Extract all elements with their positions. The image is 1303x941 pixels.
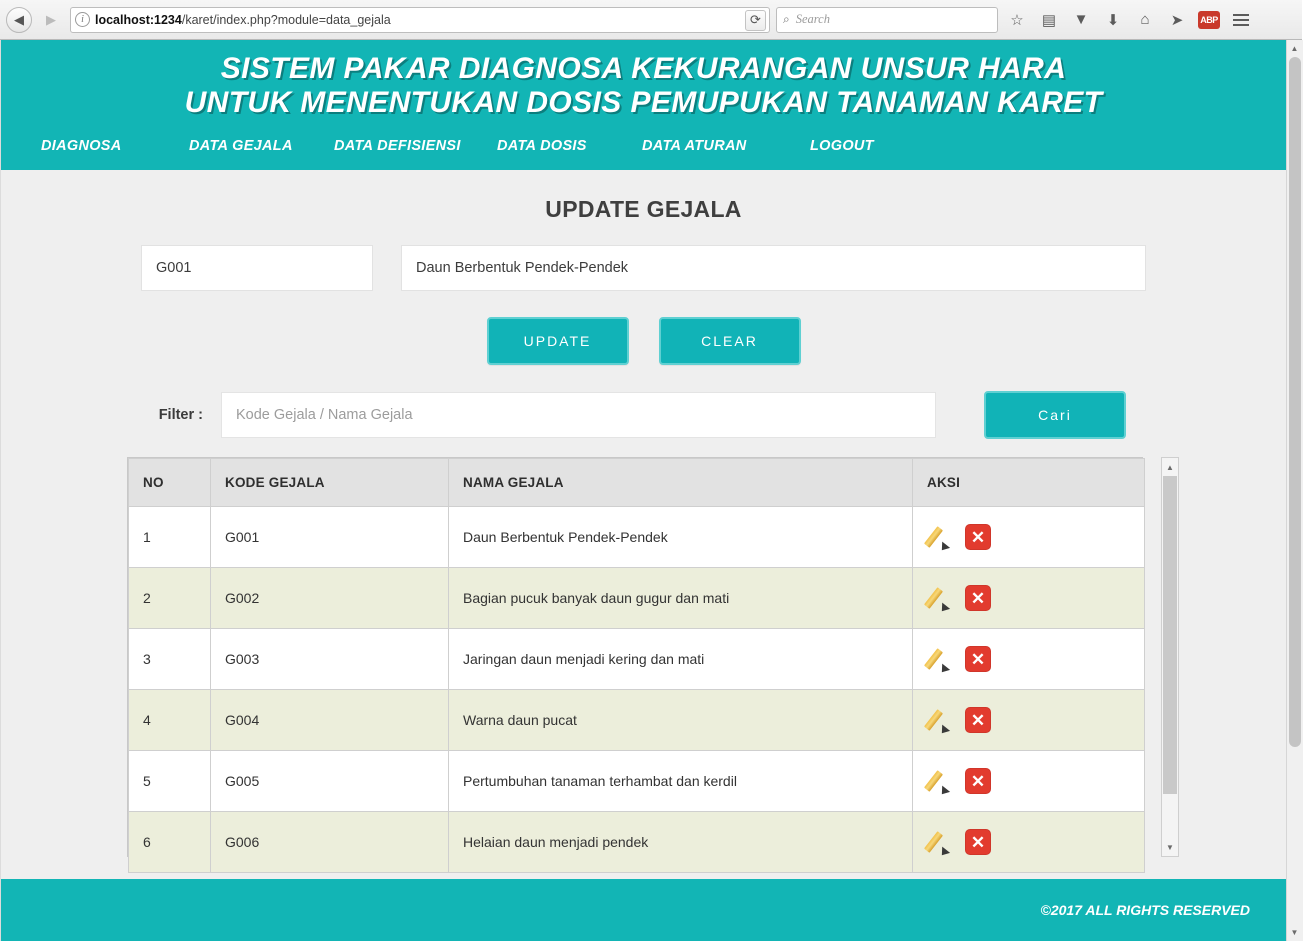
filter-input[interactable] [221, 392, 936, 438]
table-row [129, 690, 1145, 751]
page-content [0, 40, 1286, 941]
delete-icon[interactable]: ✕ [965, 585, 991, 611]
clear-button[interactable]: CLEAR [659, 317, 801, 365]
url-host: localhost:1234 [95, 12, 182, 27]
page-scrollbar[interactable] [1286, 40, 1302, 941]
site-footer [1, 879, 1286, 941]
edit-icon[interactable] [927, 768, 953, 794]
aksi-icons [927, 707, 1130, 733]
url-path: /karet/index.php?module=data_gejala [181, 12, 391, 27]
forward-button[interactable] [38, 7, 64, 33]
copyright-text: ©2017 ALL RIGHTS RESERVED [1040, 902, 1250, 918]
delete-icon[interactable]: ✕ [965, 646, 991, 672]
cell-nama: Helaian daun menjadi pendek [449, 812, 913, 873]
gejala-table-region [127, 457, 1179, 857]
table-scroll-track[interactable] [1162, 476, 1178, 838]
table-row [129, 629, 1145, 690]
nama-gejala-input[interactable] [401, 245, 1146, 291]
abp-badge: ABP [1198, 11, 1220, 29]
aksi-icons [927, 829, 1130, 855]
page-title: UPDATE GEJALA [545, 196, 742, 222]
gejala-table-scrollarea [127, 457, 1143, 857]
column-header-no: NO [129, 459, 211, 507]
site-header [1, 40, 1286, 170]
cell-no: 4 [129, 690, 211, 751]
edit-icon[interactable] [927, 707, 953, 733]
page-scroll-thumb[interactable] [1289, 57, 1301, 747]
nav-item-data-gejala[interactable]: DATA GEJALA [189, 138, 293, 154]
cell-nama: Jaringan daun menjadi kering dan mati [449, 629, 913, 690]
filter-label: Filter : [158, 407, 203, 423]
edit-icon[interactable] [927, 646, 953, 672]
search-bar[interactable] [776, 7, 998, 33]
send-icon[interactable]: ➤ [1170, 11, 1184, 29]
cell-kode: G002 [211, 568, 449, 629]
page-scroll-down-icon[interactable]: ▼ [1287, 924, 1303, 941]
cell-no: 3 [129, 629, 211, 690]
table-header-row [129, 459, 1145, 507]
page-viewport [0, 40, 1302, 941]
cell-kode: G001 [211, 507, 449, 568]
url-text [95, 13, 391, 27]
back-button[interactable] [6, 7, 32, 33]
column-header-aksi: AKSI [913, 459, 1145, 507]
search-placeholder: Search [795, 12, 830, 26]
reader-view-icon[interactable]: ▤ [1041, 11, 1057, 29]
main-nav [1, 134, 1286, 170]
table-scroll-thumb[interactable] [1163, 476, 1177, 794]
cari-button[interactable]: Cari [984, 391, 1126, 439]
cell-nama: Pertumbuhan tanaman terhambat dan kerdil [449, 751, 913, 812]
nav-item-diagnosa[interactable]: DIAGNOSA [41, 138, 122, 154]
browser-toolbar [0, 0, 1302, 40]
table-scrollbar[interactable] [1161, 457, 1179, 857]
nav-item-data-aturan[interactable]: DATA ATURAN [642, 138, 747, 154]
column-header-kode-gejala: KODE GEJALA [211, 459, 449, 507]
nav-item-data-dosis[interactable]: DATA DOSIS [497, 138, 587, 154]
reload-button[interactable] [745, 10, 766, 31]
table-row [129, 507, 1145, 568]
site-title [1, 52, 1286, 120]
cell-kode: G005 [211, 751, 449, 812]
aksi-icons [927, 646, 1130, 672]
home-icon[interactable]: ⌂ [1140, 11, 1150, 28]
edit-icon[interactable] [927, 524, 953, 550]
aksi-icons [927, 524, 1130, 550]
cell-nama: Warna daun pucat [449, 690, 913, 751]
cell-aksi [913, 568, 1145, 629]
cell-kode: G003 [211, 629, 449, 690]
form-buttons [1, 317, 1286, 365]
address-bar[interactable] [70, 7, 770, 33]
downloads-icon[interactable]: ⬇ [1106, 11, 1120, 29]
site-info-icon[interactable]: i [75, 12, 90, 27]
adblock-plus-icon[interactable] [1196, 7, 1222, 33]
cell-kode: G004 [211, 690, 449, 751]
cell-no: 6 [129, 812, 211, 873]
cell-aksi [913, 690, 1145, 751]
update-form [1, 245, 1286, 291]
search-icon: ⌕ [783, 12, 790, 26]
nama-gejala-value: Daun Berbentuk Pendek-Pendek [416, 260, 629, 276]
aksi-icons [927, 768, 1130, 794]
delete-icon[interactable]: ✕ [965, 768, 991, 794]
filter-row [1, 391, 1286, 439]
bookmark-star-icon[interactable]: ☆ [1010, 11, 1024, 29]
page-scroll-track[interactable] [1287, 57, 1303, 924]
nav-item-logout[interactable]: LOGOUT [810, 138, 874, 154]
table-scroll-up-icon[interactable]: ▲ [1166, 462, 1174, 472]
pocket-icon[interactable]: ▼ [1073, 11, 1089, 28]
nav-item-data-defisiensi[interactable]: DATA DEFISIENSI [334, 138, 461, 154]
cell-aksi [913, 812, 1145, 873]
filter-placeholder: Kode Gejala / Nama Gejala [236, 407, 413, 423]
table-row [129, 812, 1145, 873]
main-content [1, 170, 1286, 941]
cell-aksi [913, 629, 1145, 690]
table-row [129, 568, 1145, 629]
cell-nama: Daun Berbentuk Pendek-Pendek [449, 507, 913, 568]
page-scroll-up-icon[interactable]: ▲ [1287, 40, 1303, 57]
back-icon: ◀ [14, 12, 24, 27]
delete-icon[interactable]: ✕ [965, 707, 991, 733]
menu-button[interactable] [1228, 7, 1254, 33]
cell-aksi [913, 507, 1145, 568]
cell-no: 5 [129, 751, 211, 812]
reload-icon: ⟳ [750, 12, 761, 27]
delete-icon[interactable]: ✕ [965, 829, 991, 855]
site-title-line1: SISTEM PAKAR DIAGNOSA KEKURANGAN UNSUR HARA [220, 52, 1067, 85]
forward-icon: ▶ [46, 12, 56, 27]
gejala-table [128, 458, 1145, 873]
edit-icon[interactable] [927, 585, 953, 611]
delete-icon[interactable]: ✕ [965, 524, 991, 550]
cell-nama: Bagian pucuk banyak daun gugur dan mati [449, 568, 913, 629]
cell-kode: G006 [211, 812, 449, 873]
kode-gejala-value: G001 [156, 260, 192, 276]
site-title-line2: UNTUK MENENTUKAN DOSIS PEMUPUKAN TANAMAN KARET [184, 86, 1103, 119]
cell-aksi [913, 751, 1145, 812]
kode-gejala-input[interactable] [141, 245, 373, 291]
edit-icon[interactable] [927, 829, 953, 855]
cell-no: 1 [129, 507, 211, 568]
column-header-nama-gejala: NAMA GEJALA [449, 459, 913, 507]
table-scroll-down-icon[interactable]: ▼ [1166, 842, 1174, 852]
cell-no: 2 [129, 568, 211, 629]
aksi-icons [927, 585, 1130, 611]
table-row [129, 751, 1145, 812]
hamburger-icon [1233, 14, 1249, 26]
update-button[interactable]: UPDATE [487, 317, 629, 365]
